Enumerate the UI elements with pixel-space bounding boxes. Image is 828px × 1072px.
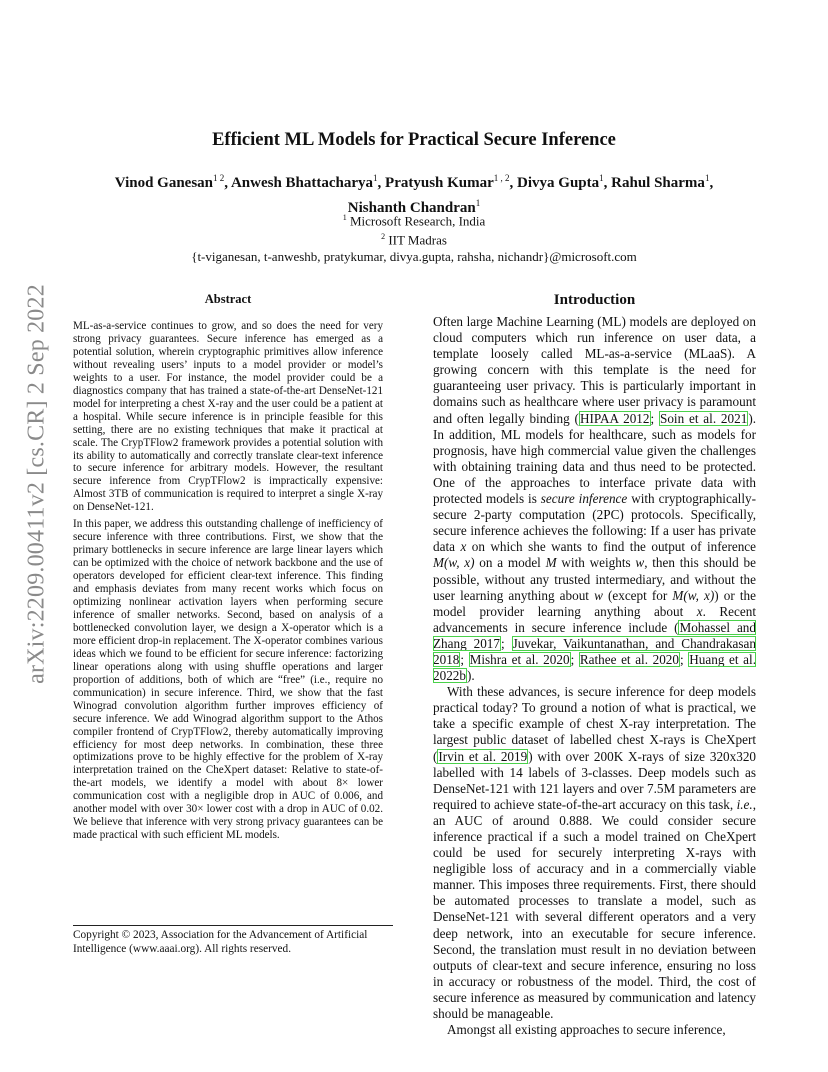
arxiv-identifier-text: arXiv:2209.00411v2 [cs.CR] 2 Sep 2022 [23,284,50,684]
citation-link[interactable]: Huang et al. 2022b [433,651,756,684]
affiliation-1 [100,210,728,229]
affiliation-mark: 1 [342,213,347,222]
body-text: ; [570,651,579,667]
body-text: With these advances, is secure inference for deep models practical today? To ground a notion of what is practical, we take a specific example of chest X-ray interpretation. The largest public dataset of labelled chest X-rays is CheXpert ( [433,684,756,764]
body-text: on a model [474,555,546,571]
intro-paragraph [433,684,756,1022]
body-text: Amongst all existing approaches to secure inference, [447,1022,726,1038]
body-text: ; [680,651,689,667]
affiliation-name: Microsoft Research, India [346,213,486,229]
author-name: , Divya Gupta [509,175,600,191]
copyright-notice: Copyright © 2023, Association for the Advancement of Artificial Intelligence (www.aaai.org). All rights reserved. [73,925,393,956]
body-text: ; [460,651,469,667]
author-line-1 [100,168,728,193]
emphasized-term: i.e. [736,796,753,812]
author-separator: , [709,175,714,191]
citation-link[interactable]: Soin et al. 2021 [659,410,748,426]
abstract-paragraph: In this paper, we address this outstanding challenge of inefficiency of secure inference with three contributions. First, we show that the primary bottlenecks in secure inference are large linear layers which can be optimized with the choice of network backbone and the use of operators developed for efficient clear-text inference. This finding and emphasis deviates from many recent works which focus on optimizing nonlinear activation layers when performing secure inference of smaller networks. Second, based on analysis of a bottlenecked convolution layer, we design a X-operator which is a more efficient drop-in replacement. The X-operator combines various ideas which we found to be efficient for secure inference: factorizing linear operations along with using shuffle operations and larger proportion of additions, both of which are “free” (i.e., require no communication) in secure inference. Third, we show that the fast Winograd convolution algorithm further improves efficiency of secure inference. We add Winograd algorithm support to the Athos compiler frontend of CrypTFlow2, thereby automatically improving efficiency for most deep networks. In combination, these three optimizations prove to be highly effective for the problem of X-ray interpretation trained on the CheXpert dataset: Relative to state-of-the-art models, we identify a model with about 8× lower communication cost with a negligible drop in AUC of 0.006, and another model with over 30× lower cost with a drop in AUC of 0.02. We believe that inference with very strong privacy guarantees can be made practical with such efficient ML models. [73,518,383,842]
citation-link[interactable]: Juvekar, Vaikuntanathan, and Chandrakasan 2018 [433,635,756,667]
body-text: on which she wants to find the output of inference [466,539,757,555]
citation-link[interactable]: Irvin et al. 2019 [438,748,528,764]
author-affiliation-mark: 1 , 2 [493,173,510,183]
affiliation-2 [100,229,728,248]
citation-link[interactable]: Rathee et al. 2020 [579,651,679,667]
body-text: ) or the model provider learning anything about [433,587,756,619]
math-expression: M(w, x) [433,555,475,571]
body-text: , then this should be possible, without any trusted intermediary, and without the user learning anything about [433,555,756,603]
body-text: with weights [556,555,636,571]
affiliation-name: IIT Madras [385,232,447,248]
math-symbol: x [696,603,703,619]
body-text: ). In addition, ML models for healthcare, such as models for prognosis, have high commercial value given the challenges with obtaining training data and thus need to be protected. One of the approaches to interface private data with protected models is [433,410,757,507]
math-symbol: x [460,539,467,555]
body-text: (except for [602,587,673,603]
math-expression: M(w, x) [672,587,715,603]
author-affiliation-mark: 1 [373,173,378,183]
author-affiliation-mark: 1 [704,173,710,183]
affiliation-mark: 2 [381,232,386,242]
body-text: ). [466,668,475,684]
arxiv-identifier-stamp [20,284,54,684]
abstract-heading: Abstract [204,292,252,306]
author-name: , Pratyush Kumar [377,175,494,191]
math-symbol: w [635,555,645,571]
body-text: ; [501,635,512,651]
author-affiliation-mark: 1 [599,173,604,183]
left-column [73,292,383,846]
intro-paragraph [433,314,756,684]
author-name: , Anwesh Bhattacharya [224,175,374,191]
author-affiliation-mark: 1 2 [213,173,225,183]
body-text: , an AUC of around 0.888. We could consider secure inference practical if a such a model trained on CheXpert could be used for securely interpreting X-rays with negligible loss of accuracy and in a commercially viable manner. This imposes three requirements. First, there should be automated processes to translate a model, such as DenseNet-121 with several different operators and a very deep network, into an executable for secure inference. Second, the translation must result in no deviation between outputs of clear-text and secure inference, ensuring no loss in accuracy or robustness of the model. Third, the cost of secure inference as measured by communication and latency should be manageable. [433,796,756,1022]
body-text: ; [650,410,659,426]
body-text: with cryptographically-secure 2-party computation (2PC) protocols. Specifically, secure inference achieves the following: If a user has private data [433,491,756,555]
math-symbol: w [594,587,603,603]
math-symbol: M [545,555,557,571]
affiliations [100,210,728,265]
body-text: . Recent advancements in secure inference include ( [433,603,756,635]
emphasized-term: secure inference [540,491,628,507]
introduction-heading: Introduction [553,292,636,308]
paper-title: Efficient ML Models for Practical Secure Inference [212,130,616,150]
author-name: Nishanth Chandran [347,200,476,216]
abstract-paragraph: ML-as-a-service continues to grow, and so does the need for very strong privacy guarantees. Secure inference has emerged as a potential solution, wherein cryptographic primitives allow inference without revealing users’ inputs to a model provider or model’s weights to a user. For instance, the model provider could be a diagnostics company that has trained a state-of-the-art DenseNet-121 model for interpreting a chest X-ray and the user could be a patient at a hospital. While secure inference is in principle feasible for this setting, there are no existing techniques that make it practical at scale. The CrypTFlow2 framework provides a potential solution with its ability to automatically and correctly translate clear-text inference to secure inference for arbitrary models. However, the resultant secure inference from CrypTFlow2 is impractically expensive: Almost 3TB of communication is required to interpret a single X-ray on DenseNet-121. [73,320,383,514]
right-column [433,292,756,1038]
citation-link[interactable]: Mishra et al. 2020 [469,651,570,667]
author-name: Vinod Ganesan [114,175,214,191]
body-text: Often large Machine Learning (ML) models are deployed on cloud computers which run inference on user data, a template loosely called ML-as-a-service (MLaaS). A growing concern with this template is the need for guaranteeing user privacy. This is particularly important in domains such as healthcare where user privacy is paramount and often legally binding ( [433,314,756,426]
citation-link[interactable]: HIPAA 2012 [579,410,650,426]
intro-paragraph [433,1022,756,1038]
citation-link[interactable]: Mohassel and Zhang 2017 [433,619,756,651]
author-affiliation-mark: 1 [475,198,481,208]
author-name: , Rahul Sharma [603,175,705,191]
body-text: ) with over 200K X-rays of size 320x320 labelled with 14 labels of 3-classes. Deep models such as DenseNet-121 with 121 layers and over 7.5M parameters are required to achieve state-of-the-art accuracy on this task, [433,748,757,812]
author-emails: {t-viganesan, t-anweshb, pratykumar, divya.gupta, rahsha, nichandr}@microsoft.com [191,248,637,264]
